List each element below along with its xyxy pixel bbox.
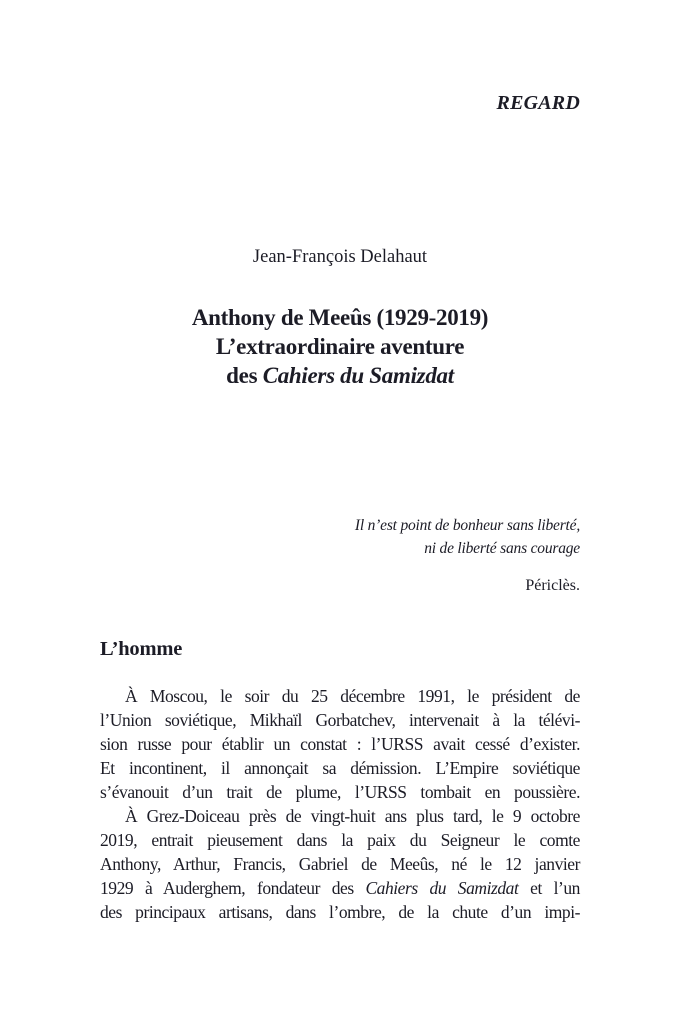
article-title — [100, 303, 580, 390]
text-segment: et l’un — [518, 878, 580, 898]
epigraph — [100, 514, 580, 560]
body-line — [100, 708, 580, 732]
body-line — [100, 876, 580, 900]
body-line — [100, 804, 580, 828]
epigraph-attribution: Périclès. — [525, 577, 580, 594]
journal-header: REGARD — [496, 92, 580, 114]
text-segment: des — [226, 363, 263, 388]
title-line-3 — [100, 361, 580, 390]
body-line — [100, 684, 580, 708]
body-line — [100, 828, 580, 852]
body-line — [100, 900, 580, 924]
epigraph-line-1: Il n’est point de bonheur sans liberté, — [354, 517, 580, 534]
article-body — [100, 684, 580, 924]
text-segment: s’évanouit d’un trait de plume, l’URSS tombait en poussière. — [100, 782, 580, 802]
author-name: Jean-François Delahaut — [252, 247, 428, 267]
text-segment: Et incontinent, il annonçait sa démission. L’Empire soviétique — [100, 758, 580, 778]
epigraph-line-2: ni de liberté sans courage — [424, 540, 580, 557]
text-segment: À Moscou, le soir du 25 décembre 1991, le président de — [125, 686, 580, 706]
text-segment: Anthony, Arthur, Francis, Gabriel de Meeûs, né le 12 janvier — [100, 854, 580, 874]
title-line-2: L’extraordinaire aventure — [215, 334, 465, 359]
text-segment: des principaux artisans, dans l’ombre, de la chute d’un impi- — [100, 902, 580, 922]
text-segment: À Grez-Doiceau près de vingt-huit ans plus tard, le 9 octobre — [125, 806, 580, 826]
italic-text-segment: Cahiers du Samizdat — [262, 363, 454, 388]
text-segment: sion russe pour établir un constat : l’URSS avait cessé d’exister. — [100, 734, 580, 754]
body-line — [100, 852, 580, 876]
text-segment: 2019, entrait pieusement dans la paix du Seigneur le comte — [100, 830, 580, 850]
body-line — [100, 756, 580, 780]
section-heading: L’homme — [100, 638, 183, 660]
text-segment: 1929 à Auderghem, fondateur des — [100, 878, 366, 898]
italic-text-segment: Cahiers du Samizdat — [365, 878, 519, 898]
body-line — [100, 780, 580, 804]
body-line — [100, 732, 580, 756]
title-line-1: Anthony de Meeûs (1929-2019) — [191, 305, 489, 330]
text-segment: l’Union soviétique, Mikhaïl Gorbatchev, intervenait à la télévi- — [100, 710, 580, 730]
